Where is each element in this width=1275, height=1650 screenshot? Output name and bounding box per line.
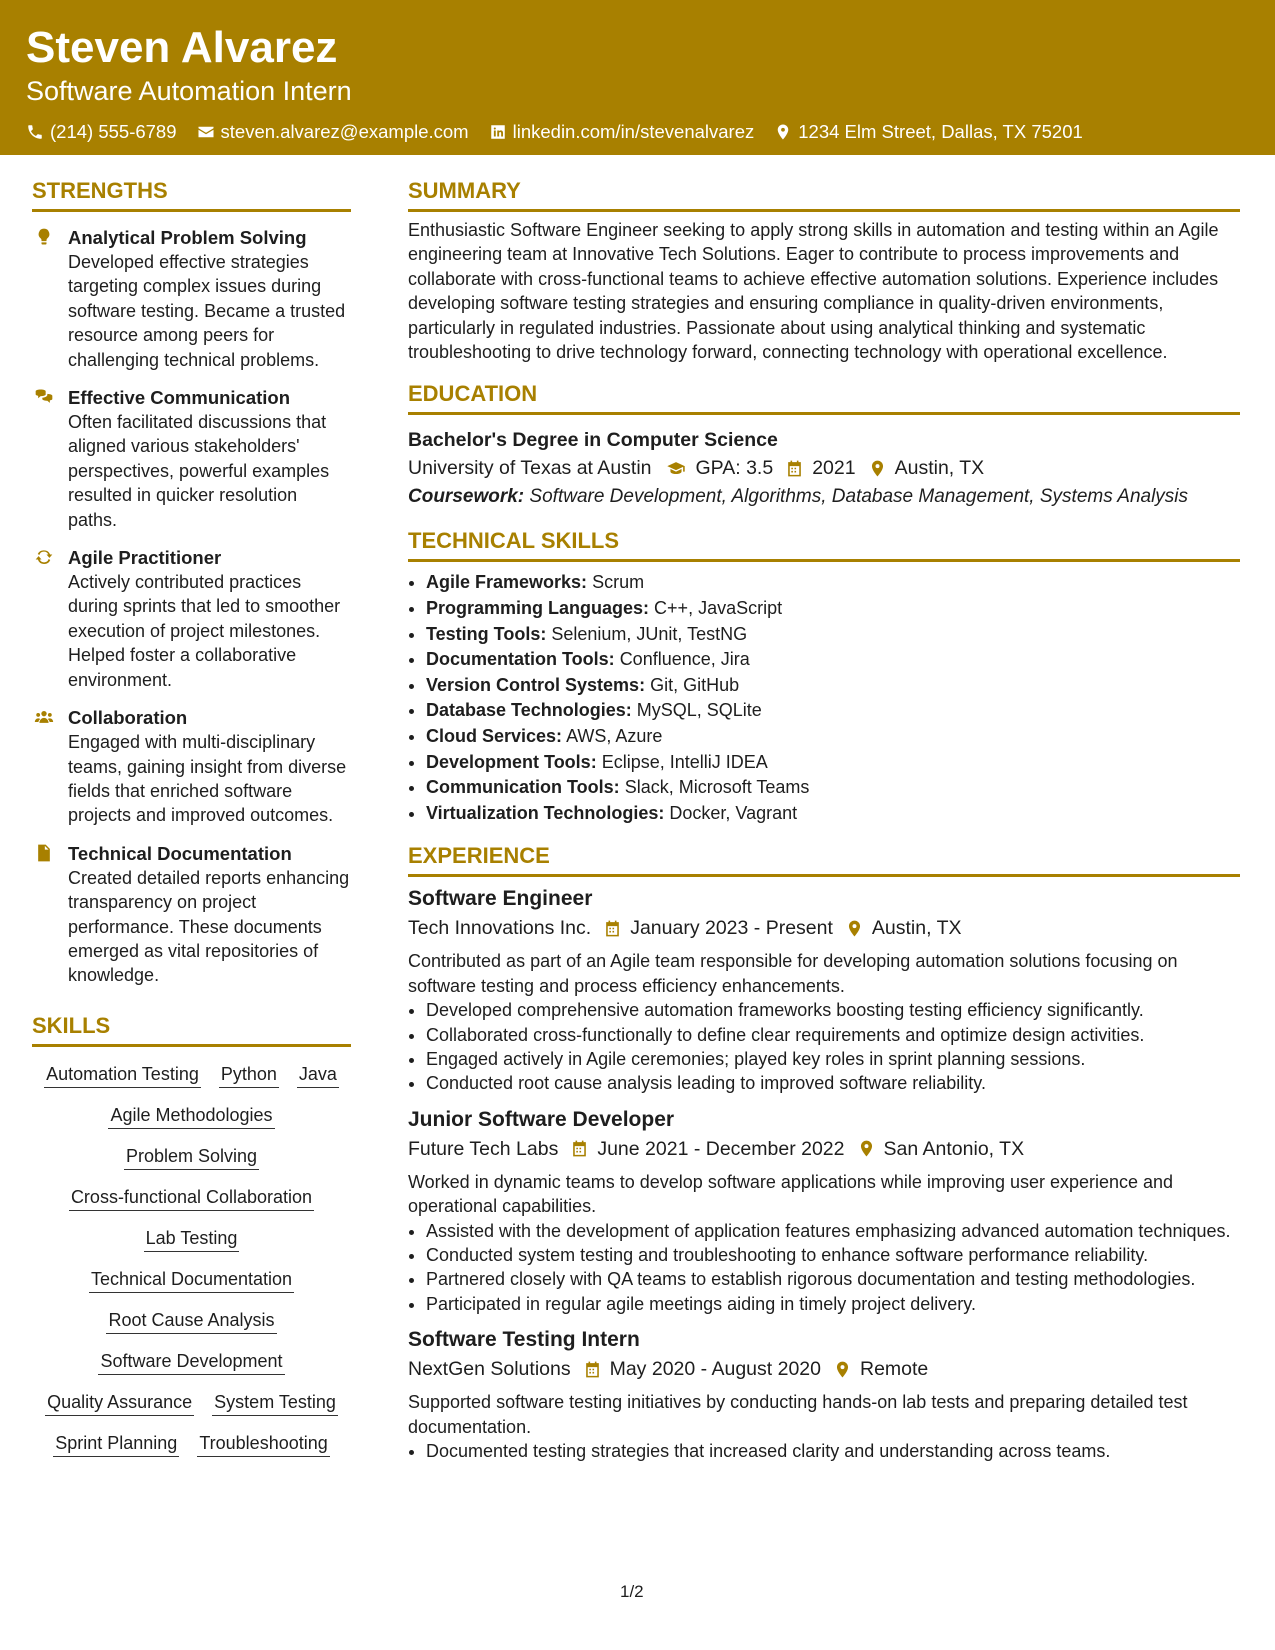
tech-skill-value: AWS, Azure (566, 726, 663, 746)
tech-skill-label: Development Tools: (426, 751, 597, 772)
map-marker-icon (857, 1139, 876, 1158)
tech-skill-label: Communication Tools: (426, 777, 620, 798)
tech-skill-label: Programming Languages: (426, 598, 650, 619)
experience-heading: EXPERIENCE (408, 842, 1240, 877)
strength-desc: Engaged with multi-disciplinary teams, gaining insight from diverse fields that enriched software projects and improved outcomes. (68, 732, 347, 826)
list-item (426, 622, 1240, 648)
resume-header (0, 0, 1275, 155)
job-dates: January 2023 - Present (630, 917, 833, 940)
strength-title: Analytical Problem Solving (68, 227, 307, 248)
envelope-icon (197, 123, 215, 141)
document-icon (34, 843, 54, 863)
company-name: Tech Innovations Inc. (408, 917, 592, 940)
gpa-text: GPA: 3.5 (695, 457, 774, 480)
skills-heading: SKILLS (32, 1012, 351, 1047)
summary-text: Enthusiastic Software Engineer seeking to apply strong skills in automation and testing within an Agile engineering team at Innovative Tech Solutions. Eager to contribute to process improvements and collaborate with cross-functional teams to achieve effective automation solutions. Experience includes developing software testing strategies and ensuring compliance in quality-driven environments, particularly in regulated industries. Passionate about using analytical thinking and systematic troubleshooting to drive technology forward, connecting technology with operational excellence. (408, 220, 1219, 363)
calendar-icon (603, 919, 622, 938)
list-item (426, 724, 1240, 750)
strength-item (32, 546, 351, 692)
strength-item (32, 706, 351, 828)
strength-item (32, 386, 351, 532)
list-item (426, 775, 1240, 801)
list-item (426, 647, 1240, 673)
job-meta (408, 1354, 1240, 1384)
phone-text: (214) 555-6789 (50, 121, 177, 142)
map-marker-icon (774, 123, 792, 141)
education-location: Austin, TX (894, 457, 985, 480)
contact-linkedin[interactable] (489, 120, 755, 144)
skill-tag: Sprint Planning (53, 1430, 179, 1457)
list-item (426, 698, 1240, 724)
left-column (32, 155, 351, 1457)
skill-tag: Python (219, 1061, 279, 1088)
contact-bar (26, 120, 1249, 144)
job-bullets (408, 1439, 1240, 1463)
phone-icon (26, 123, 44, 141)
graduation-year: 2021 (812, 457, 856, 480)
job-entry (408, 1326, 1240, 1463)
contact-phone[interactable] (26, 120, 177, 144)
tech-skill-label: Version Control Systems: (426, 674, 646, 695)
job-location: Remote (860, 1358, 929, 1381)
list-item: • Partnered closely with QA teams to establish rigorous documentation and testing methodologies. (426, 1267, 1240, 1291)
list-item (426, 801, 1240, 827)
degree-title: Bachelor's Degree in Computer Science (408, 429, 778, 452)
map-marker-icon (868, 459, 887, 478)
strength-title: Collaboration (68, 707, 188, 729)
sync-icon (34, 547, 54, 567)
education-heading: EDUCATION (408, 380, 1240, 415)
list-item: • Conducted root cause analysis leading to improved software reliability. (426, 1071, 1240, 1095)
calendar-icon (570, 1139, 589, 1158)
strength-item (32, 226, 351, 372)
strength-desc: Actively contributed practices during sprints that led to smoother execution of project milestones. Helped foster a collaborative environment. (68, 572, 341, 690)
tech-skill-label: Database Technologies: (426, 700, 632, 721)
job-dates: June 2021 - December 2022 (597, 1137, 845, 1160)
job-location: San Antonio, TX (883, 1137, 1025, 1160)
list-item: • Documented testing strategies that increased clarity and understanding across teams. (426, 1439, 1240, 1463)
map-marker-icon (833, 1360, 852, 1379)
list-item: • Assisted with the development of application features emphasizing advanced automation techniques. (426, 1219, 1240, 1243)
job-description: Supported software testing initiatives by conducting hands-on lab tests and preparing detailed test documentation. (408, 1392, 1188, 1437)
skill-tag: Problem Solving (124, 1143, 259, 1170)
job-meta (408, 1134, 1240, 1164)
skill-tag: Software Development (98, 1348, 284, 1375)
education-meta (408, 453, 1240, 483)
skills-tags (32, 1061, 351, 1457)
summary-heading: SUMMARY (408, 177, 1240, 212)
job-title: Software Engineer (408, 887, 593, 911)
tech-skill-label: Virtualization Technologies: (426, 802, 665, 823)
skill-tag: Quality Assurance (45, 1389, 194, 1416)
technical-skills-list (408, 570, 1240, 826)
job-bullets (408, 1219, 1240, 1317)
candidate-title: Software Automation Intern (26, 76, 352, 106)
job-meta (408, 913, 1240, 943)
skill-tag: Lab Testing (144, 1225, 240, 1252)
contact-address (774, 120, 1083, 144)
page-number: 1/2 (620, 1582, 644, 1601)
users-icon (34, 707, 54, 727)
skill-tag: Java (297, 1061, 339, 1088)
skill-tag: Automation Testing (44, 1061, 201, 1088)
list-item: • Conducted system testing and troubleshooting to enhance software performance reliability. (426, 1243, 1240, 1267)
skill-tag: Agile Methodologies (108, 1102, 274, 1129)
tech-skill-label: Testing Tools: (426, 623, 547, 644)
list-item: • Participated in regular agile meetings aiding in timely project delivery. (426, 1292, 1240, 1316)
linkedin-icon (489, 123, 507, 141)
tech-skill-value: C++, JavaScript (654, 598, 783, 619)
job-description: Contributed as part of an Agile team responsible for developing automation solutions focusing on software testing and process efficiency enhancements. (408, 951, 1178, 996)
job-description: Worked in dynamic teams to develop software applications while improving user experience and operational capabilities. (408, 1171, 1174, 1217)
lightbulb-icon (34, 227, 54, 247)
coursework-label: Coursework: (408, 486, 525, 508)
skill-tag: Root Cause Analysis (106, 1307, 276, 1334)
company-name: NextGen Solutions (408, 1358, 571, 1381)
email-text: steven.alvarez@example.com (220, 121, 469, 142)
comments-icon (34, 387, 54, 407)
skill-tag: Cross-functional Collaboration (69, 1184, 314, 1211)
strengths-heading: STRENGTHS (32, 177, 351, 212)
strength-desc: Often facilitated discussions that aligned various stakeholders' perspectives, powerful examples resulted in quicker resolution paths. (68, 412, 330, 530)
candidate-name: Steven Alvarez (26, 23, 338, 72)
tech-skill-label: Cloud Services: (426, 726, 563, 746)
map-marker-icon (845, 919, 864, 938)
calendar-icon (785, 459, 804, 478)
strength-item (32, 842, 351, 988)
strength-desc: Developed effective strategies targeting complex issues during software testing. Became a trusted resource among peers for challenging technical problems. (68, 252, 346, 370)
school-name: University of Texas at Austin (408, 457, 652, 480)
tech-skill-value: Docker, Vagrant (669, 802, 798, 823)
calendar-icon (583, 1360, 602, 1379)
linkedin-text: linkedin.com/in/stevenalvarez (512, 121, 755, 142)
strength-title: Technical Documentation (68, 842, 292, 864)
right-column (408, 155, 1240, 1463)
strength-desc: Created detailed reports enhancing transparency on project performance. These documents emerged as vital repositories of knowledge. (68, 867, 350, 986)
company-name: Future Tech Labs (408, 1137, 559, 1160)
contact-email[interactable] (197, 120, 469, 144)
tech-skill-label: Agile Frameworks: (426, 572, 588, 593)
list-item (426, 596, 1240, 622)
tech-skill-value: Slack, Microsoft Teams (624, 777, 810, 798)
strength-title: Effective Communication (68, 387, 291, 409)
tech-skill-value: Confluence, Jira (619, 649, 750, 670)
job-bullets (408, 998, 1240, 1096)
skill-tag: System Testing (212, 1389, 338, 1416)
job-dates: May 2020 - August 2020 (609, 1358, 821, 1381)
tech-skill-value: Selenium, JUnit, TestNG (551, 623, 748, 644)
job-entry (408, 1106, 1240, 1316)
job-entry (408, 885, 1240, 1095)
list-item (426, 673, 1240, 699)
skill-tag: Troubleshooting (197, 1430, 329, 1457)
tech-skill-value: Git, GitHub (650, 674, 740, 695)
coursework (408, 483, 1240, 511)
job-location: Austin, TX (871, 917, 962, 940)
skill-tag: Technical Documentation (89, 1266, 294, 1293)
tech-skill-value: Scrum (592, 572, 645, 593)
technical-skills-heading: TECHNICAL SKILLS (408, 527, 1240, 562)
list-item (426, 750, 1240, 776)
tech-skill-label: Documentation Tools: (426, 649, 615, 670)
tech-skill-value: MySQL, SQLite (636, 700, 762, 721)
job-title: Software Testing Intern (408, 1328, 640, 1352)
list-item: • Developed comprehensive automation frameworks boosting testing efficiency significantly. (426, 998, 1240, 1022)
strength-title: Agile Practitioner (68, 547, 222, 569)
list-item (426, 570, 1240, 596)
job-title: Junior Software Developer (408, 1107, 675, 1131)
coursework-list: Software Development, Algorithms, Database Management, Systems Analysis (529, 486, 1189, 508)
tech-skill-value: Eclipse, IntelliJ IDEA (601, 751, 768, 772)
address-text: 1234 Elm Street, Dallas, TX 75201 (798, 121, 1083, 142)
list-item: • Collaborated cross-functionally to define clear requirements and optimize design activities. (426, 1023, 1240, 1047)
graduation-cap-icon (664, 459, 688, 478)
list-item: • Engaged actively in Agile ceremonies; played key roles in sprint planning sessions. (426, 1047, 1240, 1071)
